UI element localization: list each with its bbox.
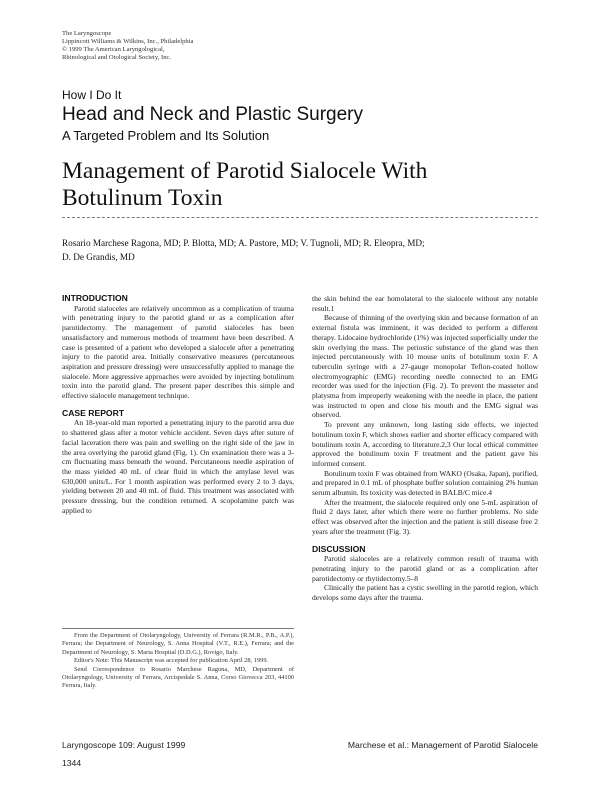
discussion-paragraph: Clinically the patient has a cystic swelling in the parotid region, which develops some days after the trauma. — [312, 583, 538, 603]
continued-paragraph: the skin behind the ear homolateral to the sialocele without any notable result.1 — [312, 294, 538, 313]
intro-paragraph: Parotid sialoceles are relatively uncommon as a complication of trauma with penetrating injury to the parotid gland or as a complication after parotidectomy. The management of parotid sialoceles has been unsatisfactory and numerous methods of treatment have been described. A case is presented of a patient who developed a sialocele after a penetrating injury to the parotid area. Initially conservative measures (percutaneous aspiration and pressure dressing) were unsuccessfully applied to manage the sialocele. More aggressive approaches were avoided by injecting botulinum toxin into the parotid gland. The present paper describes this simple and effective sialocele management technique. — [62, 303, 294, 401]
footnotes — [62, 632, 294, 691]
section-title: Head and Neck and Plastic Surgery — [62, 104, 363, 125]
footer-journal: Laryngoscope 109: August 1999 — [62, 740, 186, 750]
journal-info — [62, 30, 193, 62]
discussion-heading: DISCUSSION — [312, 543, 366, 554]
right-paragraph: After the treatment, the sialocele required only one 5-mL aspiration of fluid 2 days later, after which there were no further problems. No side effect was observed after the injection and the patient is still disease free 2 years after the treatment (Fig. 3). — [312, 497, 538, 536]
article-title — [62, 158, 532, 212]
journal-info-line: The Laryngoscope — [62, 30, 112, 37]
right-paragraph: To prevent any unknown, long lasting side effects, we injected botulinum toxin F, which shows earlier and shorter efficacy compared with botulinum toxin A, according to literature.2,3 Our local ethical committee approved the botulinum toxin F treatment and the patient gave his informed consent. — [312, 420, 538, 468]
journal-info-line: Lippincott Williams & Wilkins, Inc., Philadelphia — [62, 38, 194, 45]
case-heading: CASE REPORT — [62, 407, 125, 418]
title-divider — [62, 217, 538, 218]
left-column — [62, 294, 294, 515]
right-column — [312, 294, 538, 603]
journal-info-line: © 1999 The American Laryngological, — [62, 46, 165, 53]
footnote-editor: Editor's Note: This Manuscript was accepted for publication April 28, 1999. — [74, 657, 269, 665]
author-list — [62, 236, 538, 264]
footnote-correspondence: Send Correspondence to Rosario Marchese Ragona, MD, Department of Otolaryngology, University of Ferrara, Arcispedale S. Anna, Corso Giovecca 203, 44100 Ferrara, Italy. — [62, 665, 294, 690]
journal-info-line: Rhinological and Otological Society, Inc. — [62, 54, 172, 61]
section-label: How I Do It — [62, 88, 122, 102]
page-number: 1344 — [62, 758, 82, 768]
article-title-line: Management of Parotid Sialocele With — [62, 158, 428, 184]
intro-heading: INTRODUCTION — [62, 293, 128, 303]
section-subtitle: A Targeted Problem and Its Solution — [62, 128, 270, 143]
footnote-affiliation: From the Department of Otolaryngology, University of Ferrara (R.M.R., P.B., A.P.), Ferrara; the Department of Neurology, S. Anna Hospital (V.T., R.E.), Ferrara; and the Department of Neurology, S. Maria Hospital (D.D.G.), Rovigo, Italy. — [62, 632, 294, 656]
footer-running-title: Marchese et al.: Management of Parotid Sialocele — [347, 740, 538, 750]
author-line: D. De Grandis, MD — [62, 252, 135, 262]
right-paragraph: Botulinum toxin F was obtained from WAKO (Osaka, Japan), purified, and prepared in 0.1 mL of phosphate buffer solution containing 2% human serum albumin. Its toxicity was detected in BALB/C mice.4 — [312, 468, 538, 498]
author-line: Rosario Marchese Ragona, MD; P. Blotta, MD; A. Pastore, MD; V. Tugnoli, MD; R. Eleopra, MD; — [62, 238, 425, 248]
right-paragraph: Because of thinning of the overlying skin and because formation of an external fistula was imminent, it was decided to perform a different therapy. Lidocaine hydrochloride (1%) was injected superficially under the skin overlying the mass. The periostic substance of the gland was then injected percutaneously with 10 mouse units of botulinum toxin F. A tuberculin syringe with a 27-gauge monopolar Teflon-coated hollow electromyographic (EMG) recording needle connected to an EMG recorder was used for the injection (Fig. 2). To prevent the masseter and platysma from improperly weakening with the needle in place, the patient was instructed to open and close his mouth and the EMG signal was observed. — [312, 313, 538, 420]
case-paragraph: An 18-year-old man reported a penetrating injury to the parotid area due to shattered glass after a motor vehicle accident. Seven days after suture of facial laceration there was pain and swelling on the right side of the jaw in the area overlying the parotid gland (Fig. 1). On examination there was a 3-cm fluctuating mass beneath the wound. Percutaneous needle aspiration of the mass yielded 40 mL of clear fluid in which the amylase level was 630,000 units/L. For 1 month aspiration was performed every 2 to 3 days, yielding between 20 and 40 mL of fluid. This treatment was associated with pressure dressing, but the condition returned. A scopolamine patch was applied to — [62, 418, 294, 515]
footnote-rule — [62, 628, 294, 629]
article-title-line: Botulinum Toxin — [62, 185, 223, 211]
discussion-paragraph: Parotid sialoceles are a relatively common result of trauma with penetrating injury to the parotid gland or as a complication after parotidectomy or rhytidectomy.5–8 — [312, 554, 538, 583]
